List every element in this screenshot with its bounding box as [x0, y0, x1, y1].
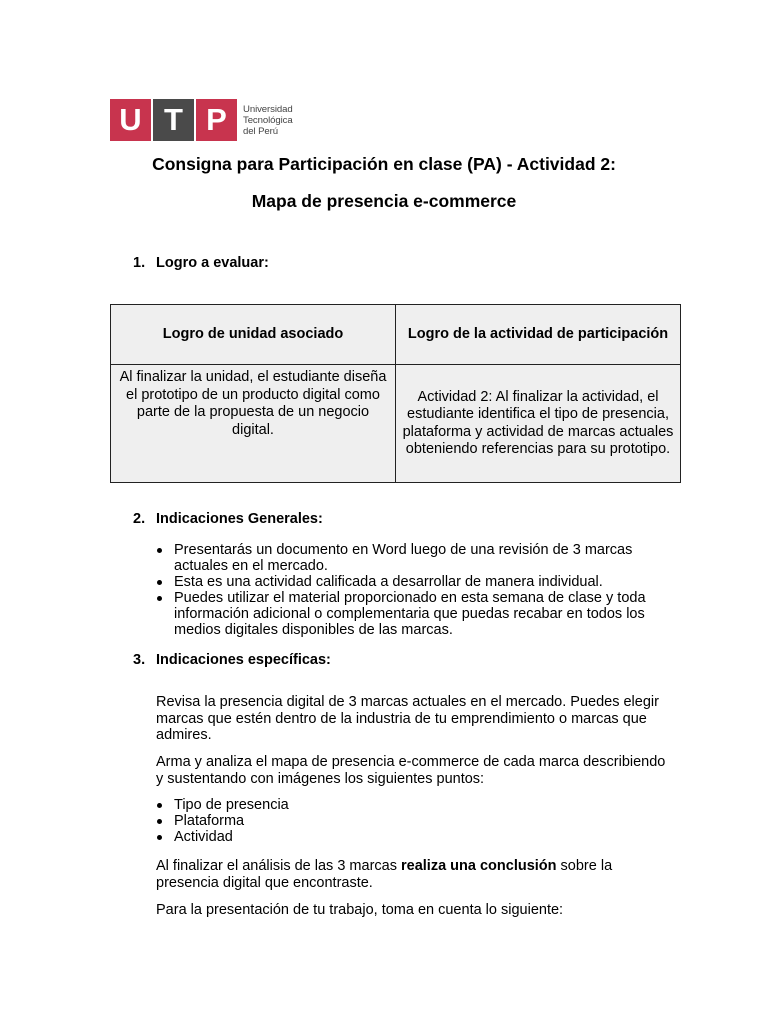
achievement-table: [110, 304, 681, 483]
logo-letter-p: P: [196, 99, 237, 141]
paragraph-map-analysis: Arma y analiza el mapa de presencia e-commerce de cada marca describiendo y sustentando con imágenes los siguientes puntos:: [156, 754, 666, 787]
section-3-number: 3.: [133, 652, 146, 668]
section-3-heading: [133, 652, 331, 668]
list-item: Presentarás un documento en Word luego de una revisión de 3 marcas actuales en el mercado.: [156, 542, 646, 574]
list-item: Esta es una actividad calificada a desarrollar de manera individual.: [156, 574, 646, 590]
conclusion-text-end: sobre la presencia digital que encontraste.: [156, 858, 613, 891]
table-cell-activity: Actividad 2: Al finalizar la actividad, el estudiante identifica el tipo de presencia, plataforma y actividad de marcas actuales obteniendo referencias para su prototipo.: [396, 365, 681, 483]
section-2-number: 2.: [133, 511, 146, 527]
section-2-label: Indicaciones Generales:: [156, 511, 323, 527]
section-1-number: 1.: [133, 255, 146, 271]
section-2-heading: [133, 511, 323, 527]
list-item: Plataforma: [156, 813, 456, 829]
section-3-label: Indicaciones específicas:: [156, 652, 331, 668]
logo-line-1: Universidad: [243, 103, 293, 115]
section-1-heading: [133, 255, 269, 271]
logo-line-3: del Perú: [243, 125, 278, 137]
document-title: Consigna para Participación en clase (PA) - Actividad 2:: [152, 154, 616, 174]
paragraph-presentation: Para la presentación de tu trabajo, toma en cuenta lo siguiente:: [156, 902, 564, 918]
conclusion-text-start: Al finalizar el análisis de las 3 marcas: [156, 858, 401, 874]
analysis-points-list: [156, 797, 456, 845]
utp-logo: [110, 99, 293, 141]
list-item: Tipo de presencia: [156, 797, 456, 813]
list-item: Actividad: [156, 829, 456, 845]
logo-letter-u: U: [110, 99, 151, 141]
table-row: [111, 365, 681, 483]
table-cell-unit: Al finalizar la unidad, el estudiante diseña el prototipo de un producto digital como parte de la propuesta de un negocio digital.: [111, 365, 396, 483]
paragraph-review-brands: Revisa la presencia digital de 3 marcas actuales en el mercado. Puedes elegir marcas que estén dentro de la industria de tu emprendimiento o marcas que admires.: [156, 694, 659, 743]
logo-line-2: Tecnológica: [243, 114, 293, 126]
paragraph-conclusion: [156, 858, 616, 891]
table-header-row: [111, 305, 681, 365]
conclusion-text-bold: realiza una conclusión: [401, 858, 557, 874]
section-1-label: Logro a evaluar:: [156, 255, 269, 271]
document-subtitle: Mapa de presencia e-commerce: [251, 191, 517, 211]
list-item: Puedes utilizar el material proporcionado en esta semana de clase y toda información adicional o complementaria que puedas recabar en todos los medios digitales disponibles de las marcas.: [156, 590, 646, 638]
logo-letter-t: T: [153, 99, 194, 141]
general-instructions-list: [156, 542, 646, 638]
logo-wordmark: [243, 99, 293, 141]
table-header-activity: Logro de la actividad de participación: [396, 305, 681, 365]
table-header-unit: Logro de unidad asociado: [111, 305, 396, 365]
